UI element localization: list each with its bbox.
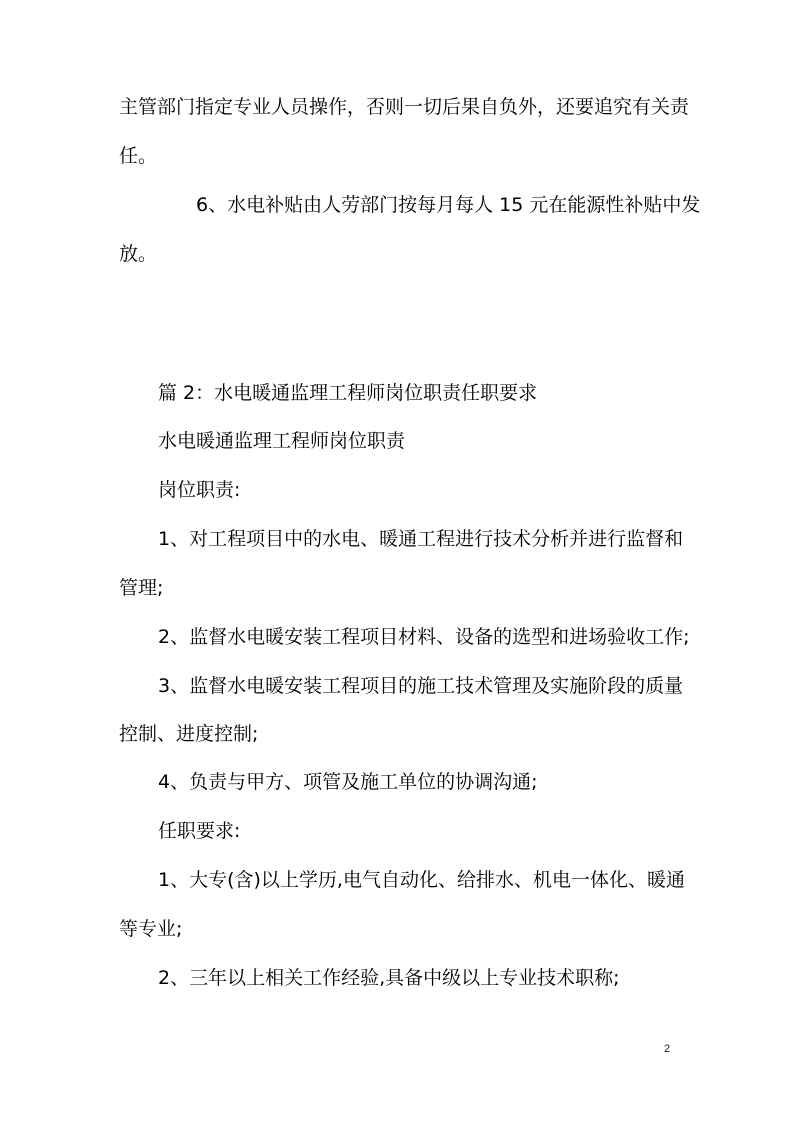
subheading: 岗位职责: (158, 479, 241, 501)
list-item: 1、对工程项目中的水电、暖通工程进行技术分析并进行监督和 (158, 528, 684, 550)
text-line: 等专业; (119, 918, 183, 940)
list-item: 3、监督水电暖安装工程项目的施工技术管理及实施阶段的质量 (158, 675, 684, 697)
page-number: 2 (664, 1043, 671, 1055)
text-line: 控制、进度控制; (119, 723, 259, 745)
list-item: 4、负责与甲方、项管及施工单位的协调沟通; (158, 771, 538, 793)
section-heading: 篇 2：水电暖通监理工程师岗位职责任职要求 (158, 382, 538, 404)
text-line: 6、水电补贴由人劳部门按每月每人 15 元在能源性补贴中发 (196, 194, 701, 216)
list-item: 2、监督水电暖安装工程项目材料、设备的选型和进场验收工作; (158, 626, 690, 648)
text-line: 主管部门指定专业人员操作，否则一切后果自负外，还要追究有关责 (119, 96, 690, 118)
list-item: 2、三年以上相关工作经验,具备中级以上专业技术职称; (158, 967, 620, 989)
subheading: 任职要求: (158, 820, 241, 842)
list-item: 1、大专(含)以上学历,电气自动化、给排水、机电一体化、暖通 (158, 869, 685, 891)
text-line: 任。 (119, 145, 158, 167)
text-line: 放。 (119, 243, 158, 265)
section-subtitle: 水电暖通监理工程师岗位职责 (158, 430, 406, 452)
text-line: 管理; (119, 577, 164, 599)
